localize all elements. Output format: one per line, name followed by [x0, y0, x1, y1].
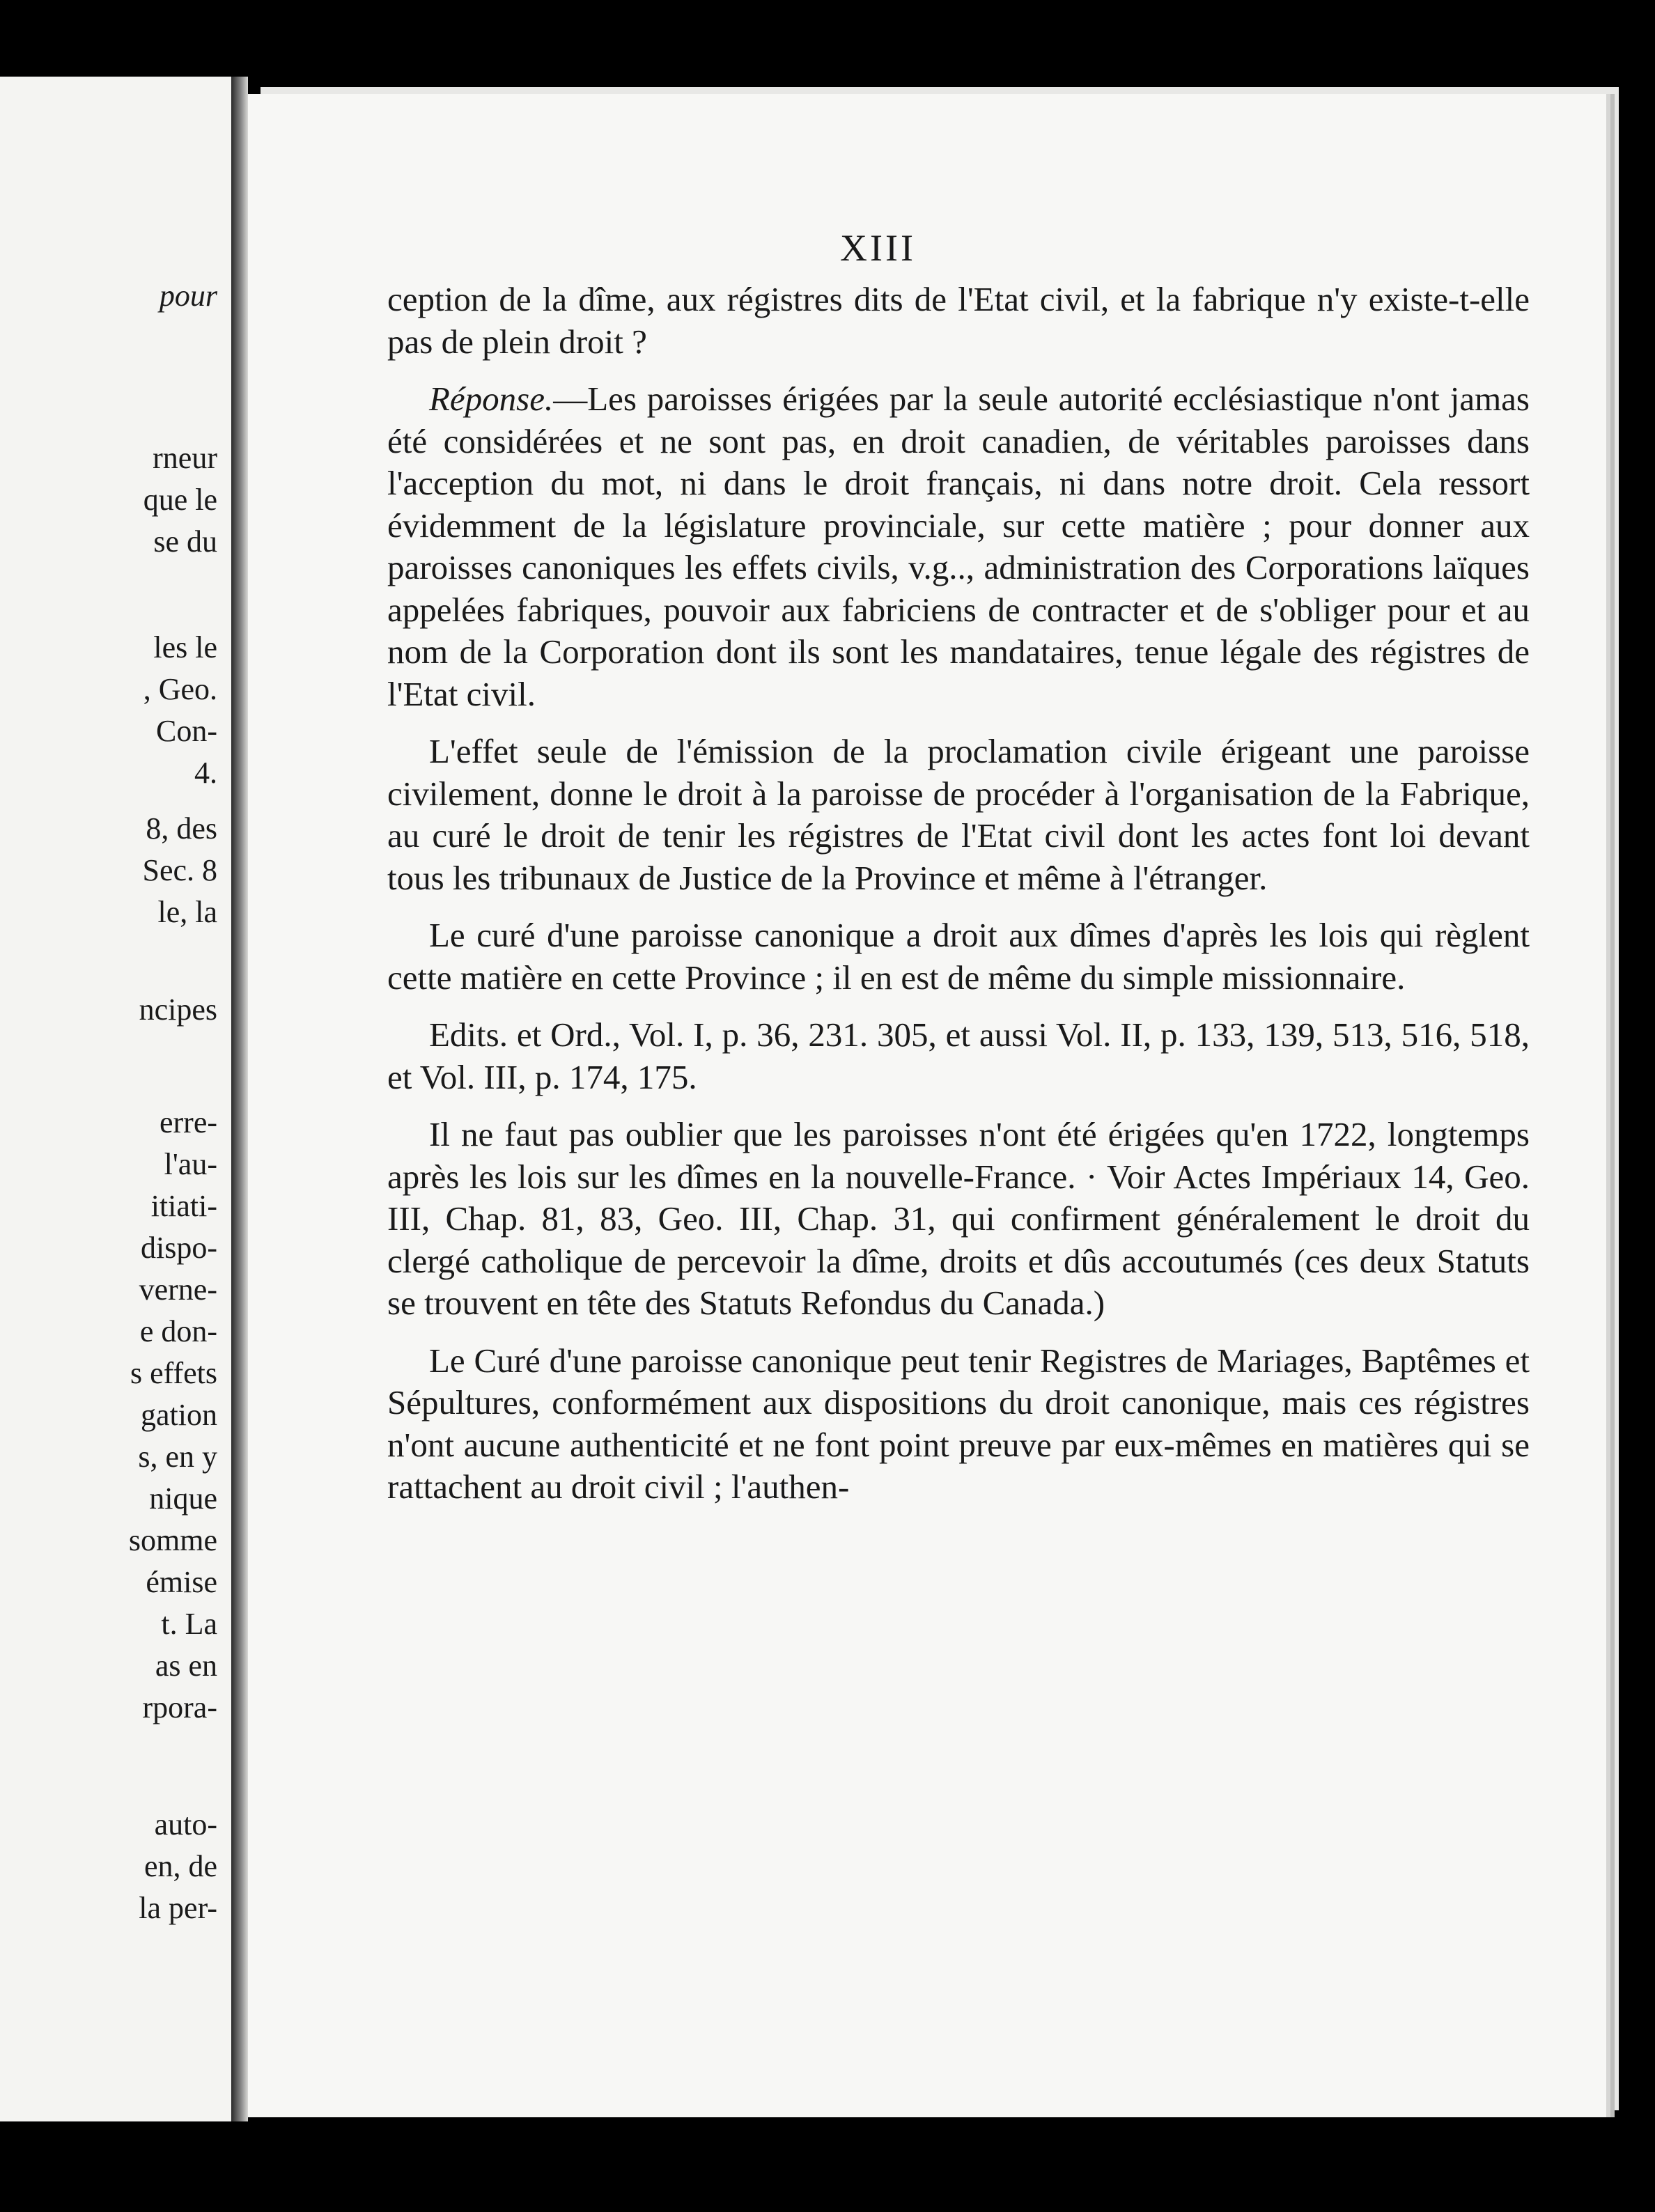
left-fragment: as en: [155, 1649, 217, 1683]
left-fragment: 8, des: [146, 811, 217, 846]
left-fragment: gation: [141, 1398, 217, 1432]
left-fragment: dispo-: [141, 1231, 217, 1265]
left-fragment: itiati-: [150, 1189, 217, 1223]
paragraph-text: Le Curé d'une paroisse canonique peut tenir Registres de Mariages, Baptêmes et Sépultures, conformément aux dispositions du droit canonique, mais ces régistres n'ont aucune authenticité et ne font point preuve par eux-mêmes en matières qui se rattachent au droit civil ; l'authen-: [387, 1341, 1530, 1506]
paragraph: [387, 279, 1530, 363]
paragraph: [387, 378, 1530, 715]
left-fragment: émise: [146, 1565, 217, 1599]
left-fragment: s, en y: [138, 1440, 217, 1474]
left-fragment: les le: [153, 630, 217, 664]
body-text: [387, 279, 1530, 1524]
paragraph-text: Edits. et Ord., Vol. I, p. 36, 231. 305, et aussi Vol. II, p. 133, 139, 513, 516, 518, et Vol. III, p. 174, 175.: [387, 1015, 1530, 1096]
left-fragment: somme: [128, 1523, 217, 1557]
paragraph: [387, 731, 1530, 899]
left-fragment: nique: [149, 1481, 217, 1516]
left-fragment: que le: [143, 483, 217, 517]
paragraph-text: ception de la dîme, aux régistres dits de l'Etat civil, et la fabrique n'y existe-t-elle pas de plein droit ?: [387, 280, 1530, 361]
left-page: [0, 77, 231, 2121]
left-fragment: Sec. 8: [142, 853, 217, 887]
left-fragment: l'au-: [164, 1147, 217, 1181]
left-fragment: rpora-: [142, 1690, 217, 1724]
left-fragment: ncipes: [139, 992, 217, 1027]
left-fragment: t. La: [161, 1607, 217, 1641]
paragraph-lead: Réponse.: [429, 380, 554, 418]
paragraph: [387, 1014, 1530, 1098]
left-fragment: auto-: [154, 1807, 217, 1841]
paragraph: [387, 914, 1530, 999]
left-fragment: erre-: [159, 1105, 217, 1139]
paragraph-text: —Les paroisses érigées par la seule autorité ecclésiastique n'ont jamas été considérées et ne sont pas, en droit canadien, de véritables paroisses dans l'acception du mot, ni dans le droit français, ni dans notre droit. Cela ressort évidemment de la législature provinciale, sur cette matière ; pour donner aux paroisses canoniques les effets civils, v.g.., administration des Corporations laïques appelées fabriques, pouvoir aux fabriciens de contracter et de s'obliger pour et au nom de la Corporation dont ils sont les mandataires, tenue légale des régistres de l'Etat civil.: [387, 380, 1530, 713]
left-fragment: Con-: [156, 714, 217, 748]
left-fragment: pour: [159, 279, 217, 313]
left-fragment: se du: [153, 524, 217, 559]
left-fragment: e don-: [139, 1314, 217, 1348]
paragraph-text: Il ne faut pas oublier que les paroisses n'ont été érigées qu'en 1722, longtemps après les lois sur les dîmes en la nouvelle-France. · Voir Actes Impériaux 14, Geo. III, Chap. 81, 83, Geo. III, Chap. 31, qui confirment généralement le droit du clergé catholique de percevoir la dîme, droits et dûs accoutumés (ces deux Statuts se trouvent en tête des Statuts Refondus du Canada.): [387, 1115, 1530, 1322]
left-fragment: la per-: [139, 1891, 217, 1925]
left-fragment: , Geo.: [143, 672, 217, 706]
paragraph: [387, 1340, 1530, 1509]
left-fragment: verne-: [139, 1272, 217, 1307]
page-number: XIII: [840, 227, 916, 269]
book-gutter: [231, 77, 248, 2121]
left-fragment: 4.: [194, 756, 217, 790]
left-fragment: s effets: [130, 1356, 217, 1390]
paragraph-text: L'effet seule de l'émission de la proclamation civile érigeant une paroisse civilement, donne le droit à la paroisse de procéder à l'organisation de la Fabrique, au curé le droit de tenir les régistres de l'Etat civil dont les actes font loi devant tous les tribunaux de Justice de la Province et même à l'étranger.: [387, 732, 1530, 897]
left-fragment: rneur: [153, 441, 217, 475]
paragraph: [387, 1114, 1530, 1325]
paragraph-text: Le curé d'une paroisse canonique a droit aux dîmes d'après les lois qui règlent cette matière en cette Province ; il en est de même du simple missionnaire.: [387, 916, 1530, 997]
left-fragment: en, de: [143, 1849, 217, 1883]
right-page: [248, 94, 1606, 2117]
left-fragment: le, la: [157, 895, 217, 929]
